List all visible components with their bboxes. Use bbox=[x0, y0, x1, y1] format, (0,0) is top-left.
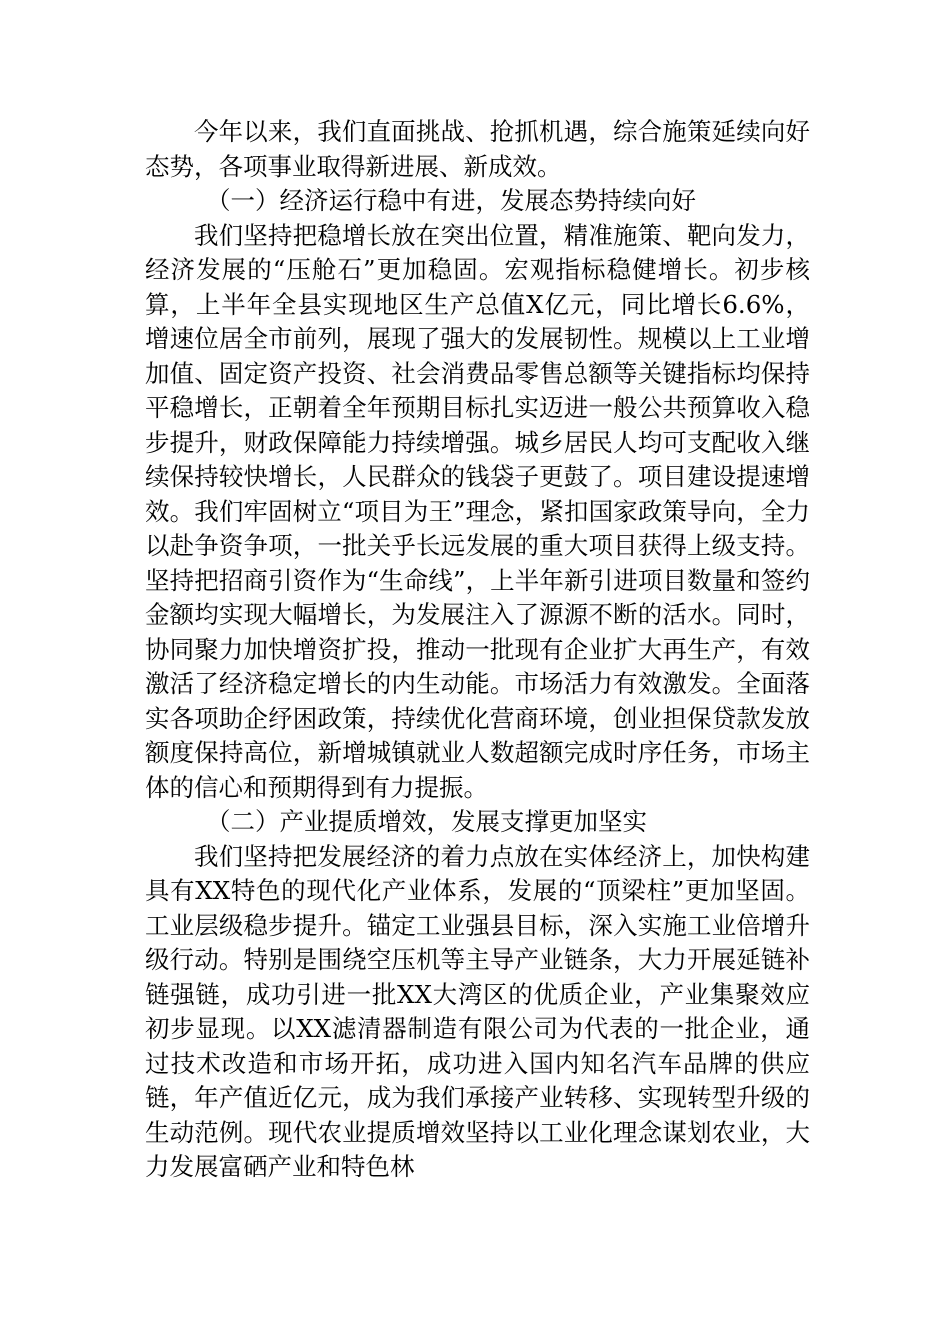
paragraph-industry: 我们坚持把发展经济的着力点放在实体经济上，加快构建具有XX特色的现代化产业体系，发展的“顶梁柱”更加坚固。工业层级稳步提升。锚定工业强县目标，深入实施工业倍增升级行动。特别是围绕空压机等主导产业链条，大力开展延链补链强链，成功引进一批XX大湾区的优质企业，产业集聚效应初步显现。以XX滤清器制造有限公司为代表的一批企业，通过技术改造和市场开拓，成功进入国内知名汽车品牌的供应链，年产值近亿元，成为我们承接产业转移、实现转型升级的生动范例。现代农业提质增效坚持以工业化理念谋划农业，大力发展富硒产业和特色林 bbox=[145, 841, 810, 1181]
document-body bbox=[145, 115, 810, 1185]
section-heading-2: （二）产业提质增效，发展支撑更加坚实 bbox=[206, 807, 647, 836]
paragraph-economy: 我们坚持把稳增长放在突出位置，精准施策、靶向发力，经济发展的“压舱石”更加稳固。宏观指标稳健增长。初步核算，上半年全县实现地区生产总值X亿元，同比增长6.6%，增速位居全市前列，展现了强大的发展韧性。规模以上工业增加值、固定资产投资、社会消费品零售总额等关键指标均保持平稳增长，正朝着全年预期目标扎实迈进一般公共预算收入稳步提升，财政保障能力持续增强。城乡居民人均可支配收入继续保持较快增长，人民群众的钱袋子更鼓了。项目建设提速增效。我们牢固树立“项目为王”理念，紧扣国家政策导向，全力以赴争资争项，一批关乎长远发展的重大项目获得上级支持。坚持把招商引资作为“生命线”，上半年新引进项目数量和签约金额均实现大幅增长，为发展注入了源源不断的活水。同时，协同聚力加快增资扩投，推动一批现有企业扩大再生产，有效激活了经济稳定增长的内生动能。市场活力有效激发。全面落实各项助企纾困政策，持续优化营商环境，创业担保贷款发放额度保持高位，新增城镇就业人数超额完成时序任务，市场主体的信心和预期得到有力提振。 bbox=[145, 220, 810, 802]
section-heading-1: （一）经济运行稳中有进，发展态势持续向好 bbox=[206, 186, 696, 215]
paragraph-intro: 今年以来，我们直面挑战、抢抓机遇，综合施策延续向好态势，各项事业取得新进展、新成效。 bbox=[145, 117, 810, 181]
